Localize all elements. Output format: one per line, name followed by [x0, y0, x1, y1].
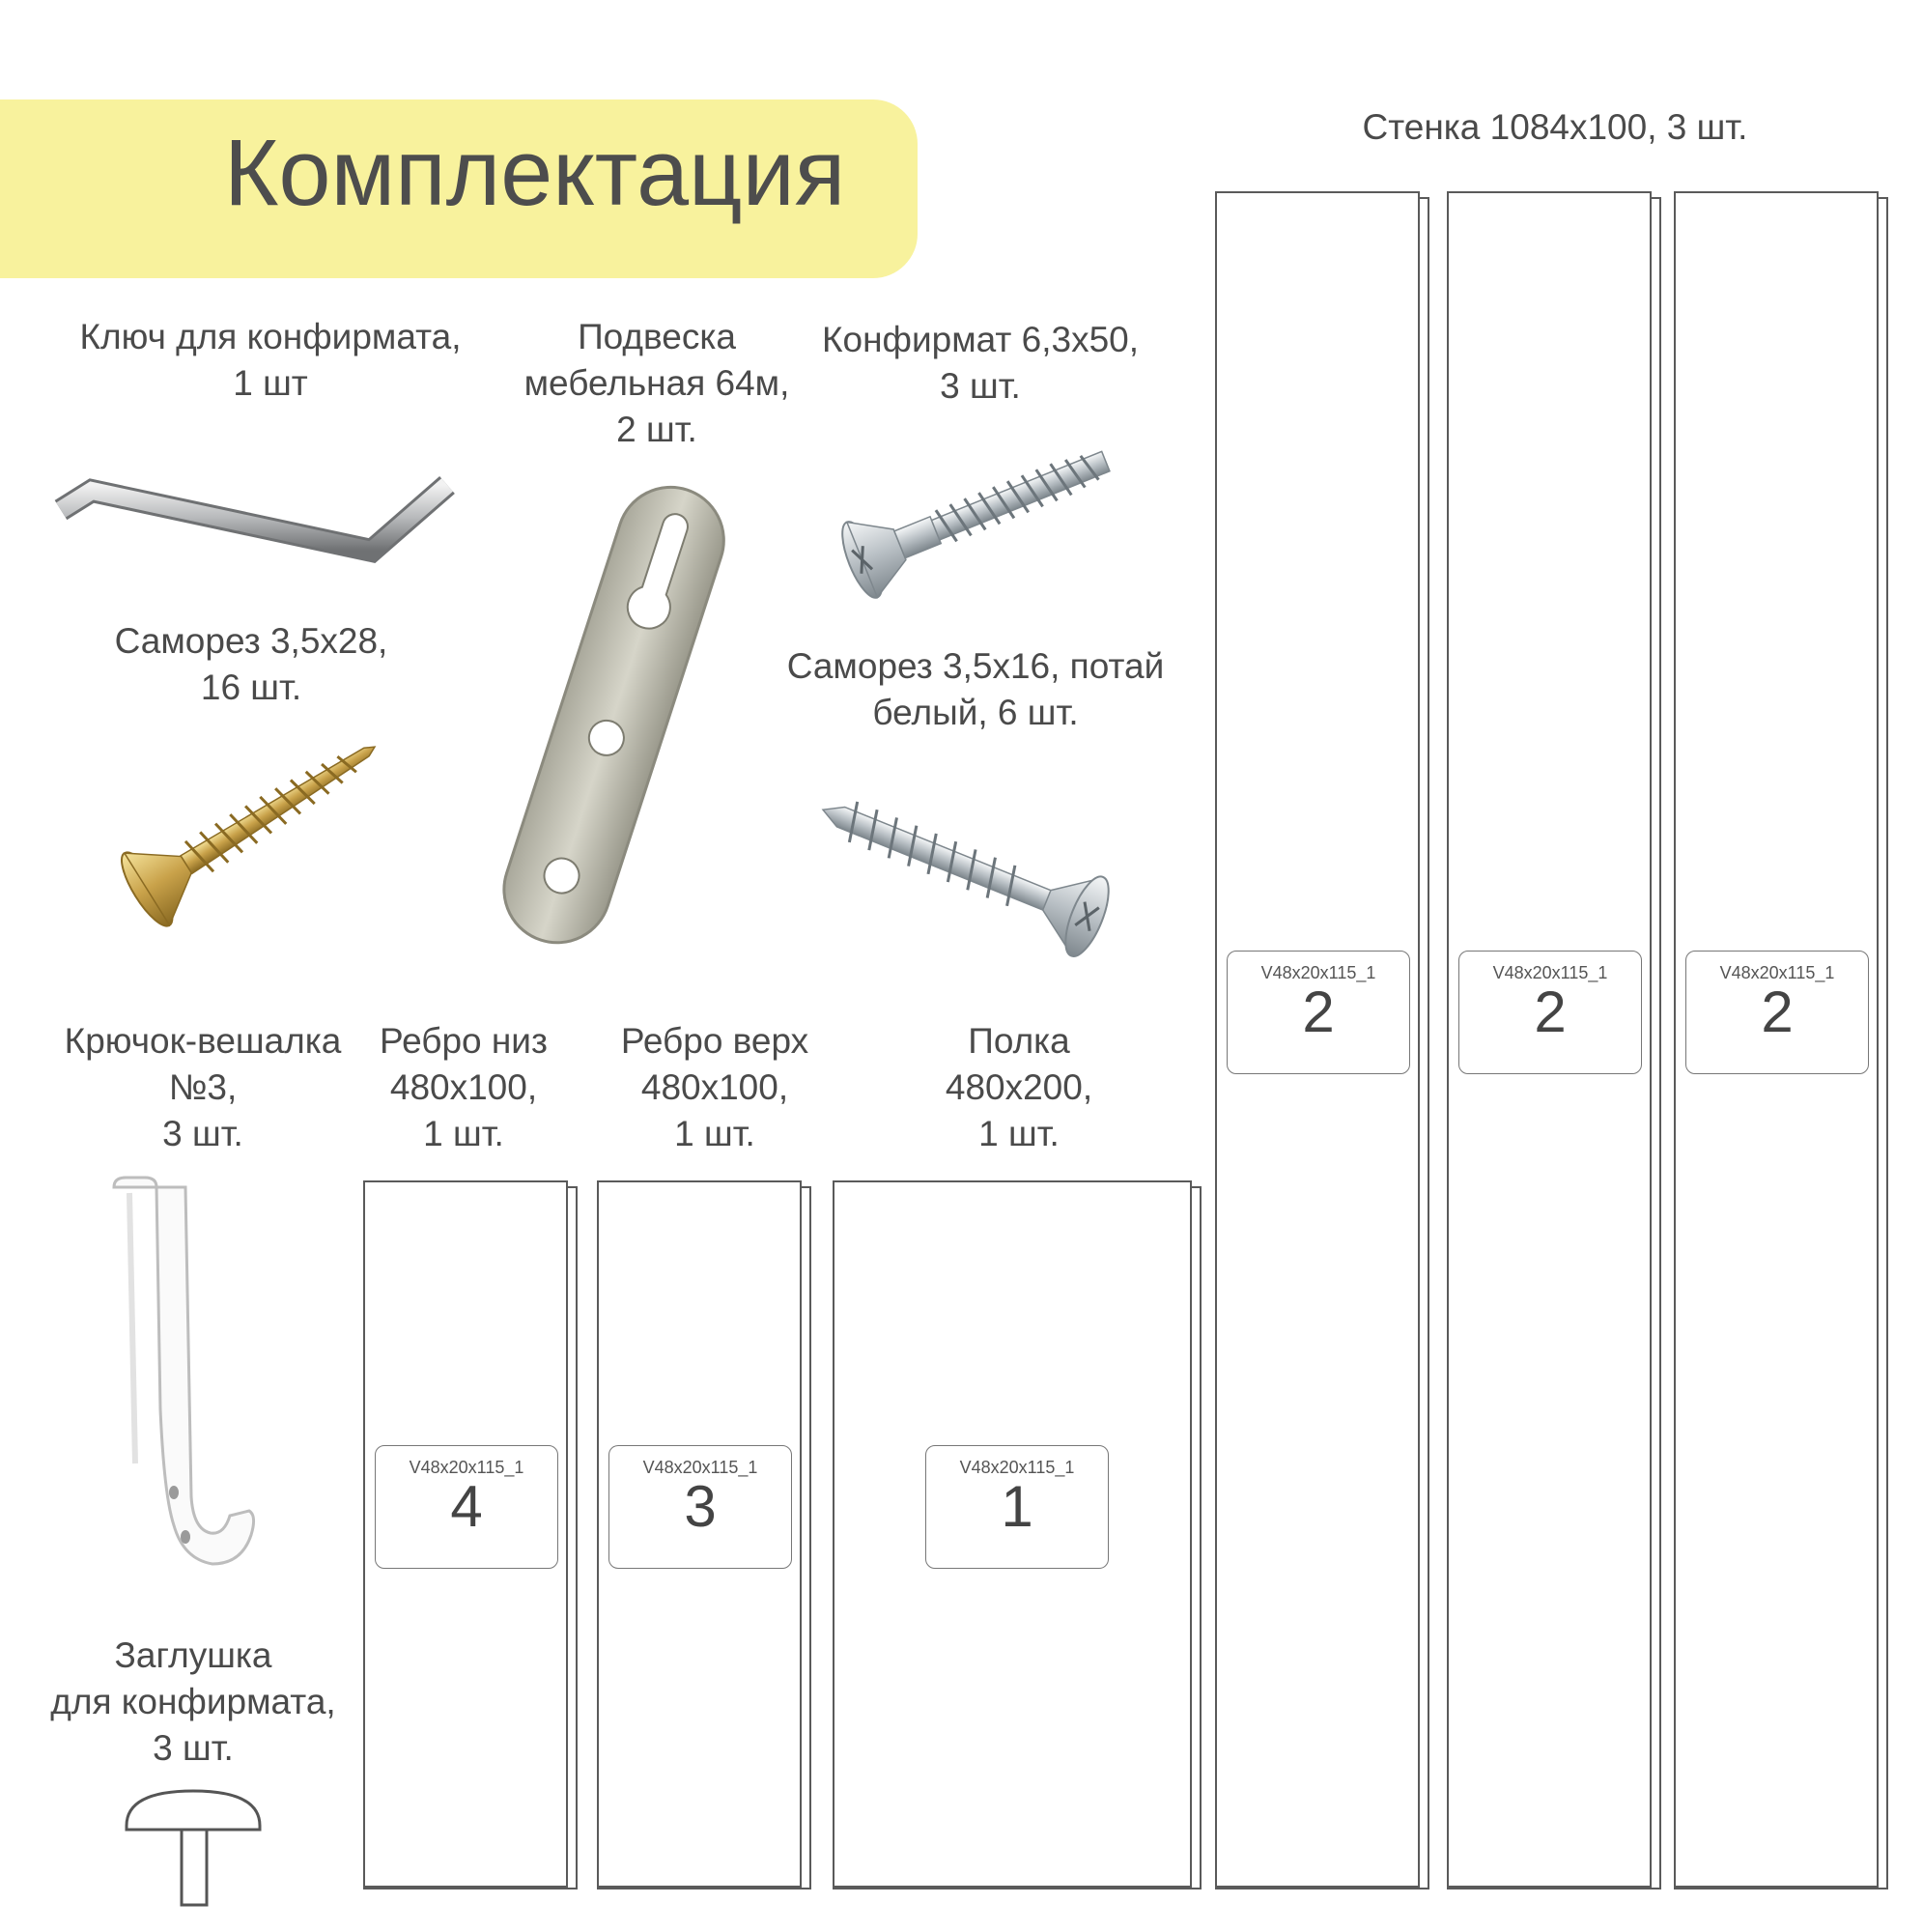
white-hook-icon [106, 1174, 270, 1589]
part-label: V48x20x115_1 1 [925, 1445, 1109, 1569]
wall-panel-3 [1674, 191, 1879, 1888]
caption-shelf: Полка 480х200, 1 шт. [945, 1021, 1093, 1153]
zinc-screw-icon [802, 778, 1140, 961]
caption-rib-bottom: Ребро низ 480х100, 1 шт. [380, 1021, 548, 1153]
caption-hanger-plate: Подвеска мебельная 64м, 2 шт. [523, 317, 790, 449]
page-title: Комплектация [224, 120, 846, 225]
confirmat-screw-icon [826, 430, 1135, 594]
caption-gold-screw: Саморез 3,5х28, 16 шт. [114, 621, 388, 707]
part-label: V48x20x115_1 2 [1227, 951, 1410, 1074]
caption-rib-top: Ребро верх 480х100, 1 шт. [620, 1021, 809, 1153]
caption-confirmat: Конфирмат 6,3х50, 3 шт. [821, 320, 1140, 406]
part-label: V48x20x115_1 2 [1685, 951, 1869, 1074]
caption-zinc-screw: Саморез 3,5х16, потай белый, 6 шт. [786, 646, 1165, 732]
caption-hex-key: Ключ для конфирмата, 1 шт [79, 317, 462, 403]
part-label: V48x20x115_1 3 [608, 1445, 792, 1569]
gold-screw-icon [106, 720, 406, 923]
rib-top-panel [597, 1180, 802, 1888]
wall-panel-1 [1215, 191, 1420, 1888]
caption-confirmat-cap: Заглушка для конфирмата, 3 шт. [50, 1635, 336, 1768]
part-label: V48x20x115_1 4 [375, 1445, 558, 1569]
wall-caption: Стенка 1084х100, 3 шт. [1362, 107, 1748, 147]
hanger-plate-icon [493, 478, 734, 956]
hex-key-icon [53, 454, 459, 560]
wall-panel-2 [1447, 191, 1652, 1888]
part-label: V48x20x115_1 2 [1458, 951, 1642, 1074]
rib-bottom-panel [363, 1180, 568, 1888]
caption-hook: Крючок-вешалка №3, 3 шт. [64, 1021, 342, 1153]
confirmat-cap-icon [121, 1787, 266, 1908]
shelf-panel [833, 1180, 1192, 1888]
